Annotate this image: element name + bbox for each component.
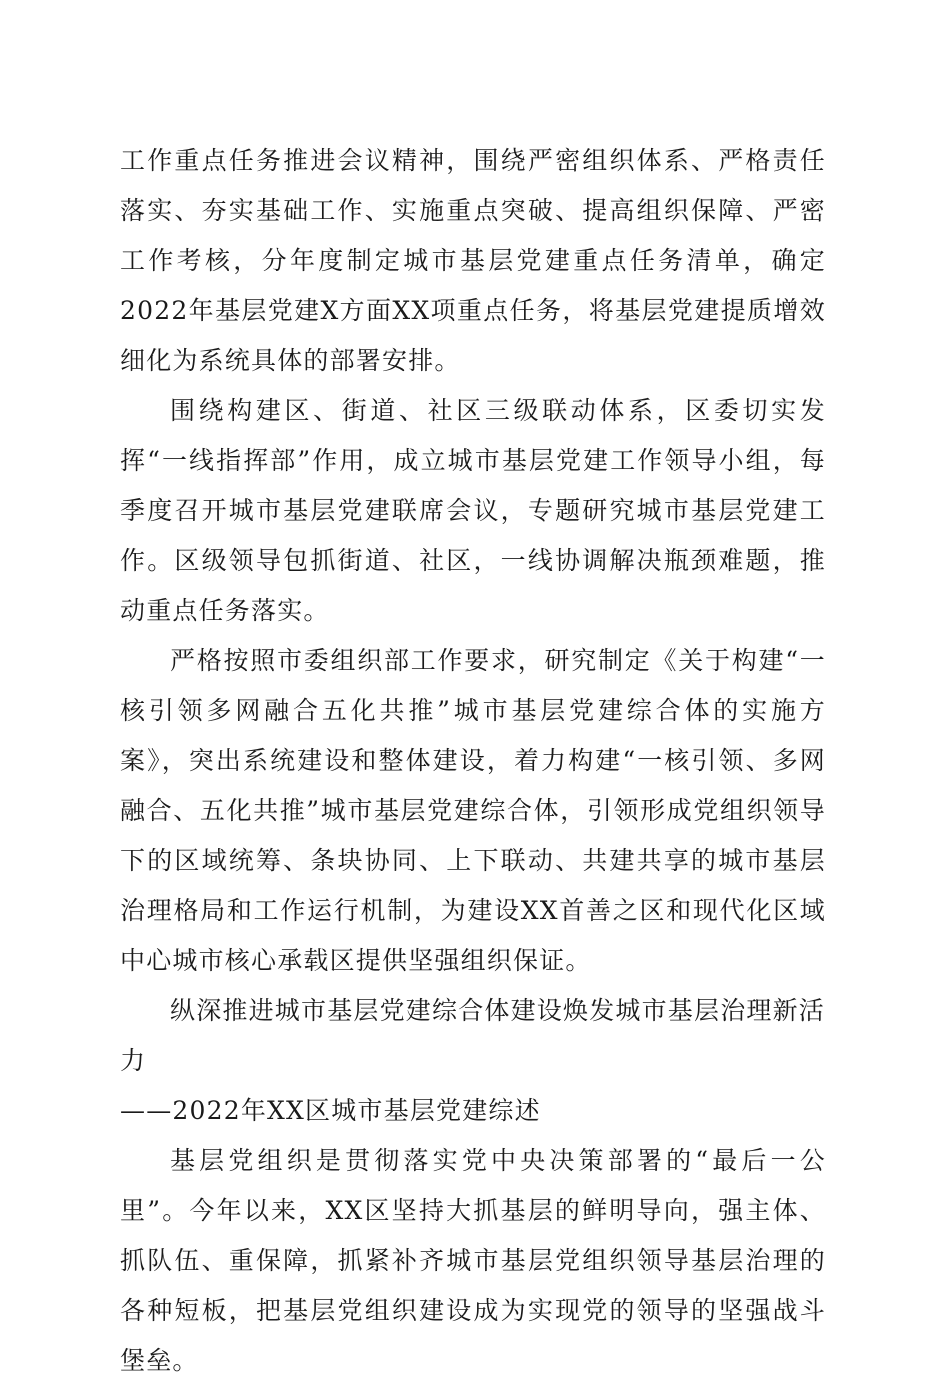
article-title: 纵深推进城市基层党建综合体建设焕发城市基层治理新活力 (120, 996, 826, 1075)
paragraph-continued: 工作重点任务推进会议精神，围绕严密组织体系、严格责任落实、夯实基础工作、实施重点突破、提高组织保障、严密工作考核，分年度制定城市基层党建重点任务清单，确定2022年基层党建X方面XX项重点任务，将基层党建提质增效细化为系统具体的部署安排。 (120, 146, 826, 375)
paragraph-linkage-system: 围绕构建区、街道、社区三级联动体系，区委切实发挥“一线指挥部”作用，成立城市基层党建工作领导小组，每季度召开城市基层党建联席会议，专题研究城市基层党建工作。区级领导包抓街道、社区，一线协调解决瓶颈难题，推动重点任务落实。 (120, 396, 826, 625)
document-body (120, 136, 826, 1386)
paragraph-implementation-plan: 严格按照市委组织部工作要求，研究制定《关于构建“一核引领多网融合五化共推”城市基层党建综合体的实施方案》，突出系统建设和整体建设，着力构建“一核引领、多网融合、五化共推”城市基层党建综合体，引领形成党组织领导下的区域统筹、条块协同、上下联动、共建共享的城市基层治理格局和工作运行机制，为建设XX首善之区和现代化区域中心城市核心承载区提供坚强组织保证。 (120, 646, 826, 975)
paragraph-closing: 基层党组织是贯彻落实党中央决策部署的“最后一公里”。今年以来，XX区坚持大抓基层的鲜明导向，强主体、抓队伍、重保障，抓紧补齐城市基层党组织领导基层治理的各种短板，把基层党组织建设成为实现党的领导的坚强战斗堡垒。 (120, 1146, 826, 1375)
article-subtitle: ——2022年XX区城市基层党建综述 (120, 1096, 541, 1125)
